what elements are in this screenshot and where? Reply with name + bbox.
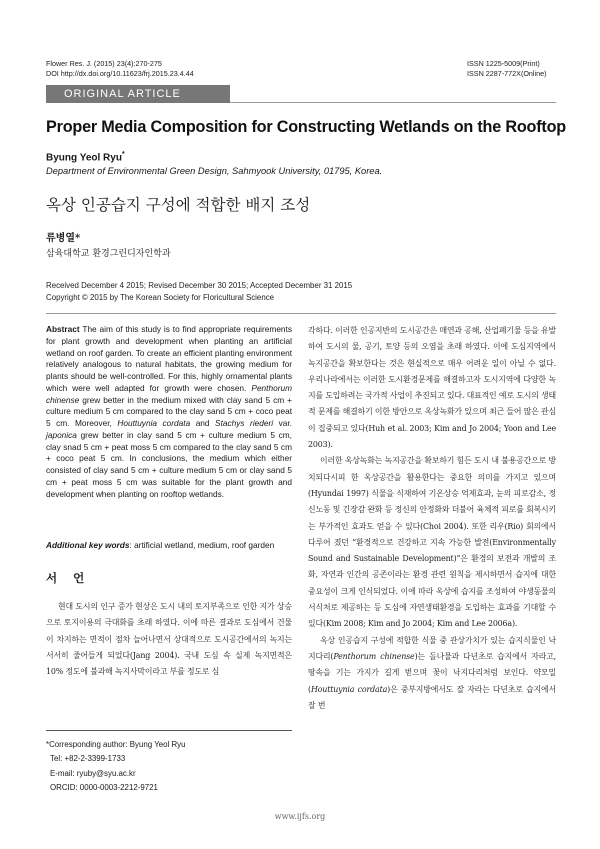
keywords-label: Additional key words [46, 540, 130, 550]
korean-author-text: 류병열 [46, 233, 75, 244]
section-heading-introduction: 서 언 [46, 571, 91, 585]
issn-online: ISSN 2287-772X(Online) [467, 69, 547, 78]
p3-text-c: )은 중부지방에서도 잘 자라는 다년초로 습지에서 잘 번 [308, 684, 556, 710]
species-houttuynia: Houttuynia cordata [117, 418, 191, 428]
article-type-banner [46, 85, 230, 103]
korean-corresponding-mark: * [74, 233, 81, 244]
abstract-label: Abstract [46, 324, 80, 334]
doi-link[interactable]: DOI http://dx.doi.org/10.11623/frj.2015.23.4.44 [46, 69, 194, 78]
issn-header [467, 59, 547, 79]
intro-left-column [46, 599, 292, 680]
korean-title: 옥상 인공습지 구성에 적합한 배지 조성 [46, 196, 311, 214]
abstract-text-3: and [190, 418, 216, 428]
intro-paragraph-2: 이러한 옥상녹화는 녹지공간을 확보하기 힘든 도시 내 불용공간으로 방치되다시피 한 옥상공간을 활용한다는 중요한 의미를 가지고 있으며(Hyundai 1997) 식물을 식재하여 기온상승 억제효과, 눈의 피로감소, 정신노동 및 긴장감 완화 등 정신의 안정화와 더불어 육체적 피로를 회복시키는 부가적인 효과도 얻을 수 있다(Choi 2004). 또한 리우(Rio) 회의에서 다루어 졌던 “환경적으로 건강하고 지속 가능한 발전(Environmentally Sound and Sustainable Development)”은 환경의 보전과 개발의 조화, 자연과 인간의 공존이라는 환경 관련 원칙을 제시하면서 습지에 대한 중요성이 크게 인식되었다. 이에 따라 옥상에 습지를 조성하여 야생동물의 서식처로 제공하는 등 도심에 자연생태환경을 도입하는 효과를 기대할 수 있다(Kim 2008; Kim and Jo 2004; Kim and Lee 2006a). [308, 456, 556, 629]
received-dates: Received December 4 2015; Revised December 30 2015; Accepted December 31 2015 [46, 281, 353, 290]
header-rule [230, 102, 556, 103]
author-name-text: Byung Yeol Ryu [46, 152, 122, 164]
p3-text-a: 옥상 인공습지 구성에 적합한 식물 중 관상가치가 있는 습지식물인 낙지다리( [308, 635, 556, 661]
dates-block [46, 280, 352, 304]
corresponding-footnote [46, 738, 186, 795]
species-stachys: Stachys riederi [215, 418, 274, 428]
paper-title: Proper Media Composition for Constructing Wetlands on the Rooftop [46, 118, 566, 136]
footnote-rule [46, 730, 292, 731]
intro-right-column [308, 323, 556, 714]
journal-website[interactable]: www.ijfs.org [274, 812, 326, 821]
p3-species-houttuynia: Houttuynia cordata [310, 684, 388, 694]
issn-print: ISSN 1225-5009(Print) [467, 59, 540, 68]
p3-text-b: )는 돌나물과 다년초로 습지에서 자라고, 땅속을 기는 가지가 길게 벋으며 꽃이 낙지다리처럼 보인다. 약모밀( [308, 651, 556, 694]
abstract-text-2: grew better in the medium mixed with clay sand 5 cm + culture medium 5 cm compared to the clay sand 5 cm + coco peat 5 cm. Moreover, [46, 394, 292, 428]
intro-paragraph-cont: 각하다. 이러한 인공지반의 도시공간은 매연과 공해, 산업폐기물 등을 유발하여 도시의 물, 공기, 토양 등의 오염을 초래 하였다. 이에 도심지역에서 녹지공간을 확보한다는 것은 현실적으로 매우 어려운 일이 아닐 수 없다. 우리나라에서는 이러한 도시환경문제를 해결하고자 도시지역에 다양한 녹지를 도입하려는 국가적 사업이 추진되고 있다. 대표적인 예로 도시의 생태적 문제를 해결하기 이한 방안으로 옥상녹화가 있으며 최근 들어 많은 관심이 집중되고 있다(Huh et al. 2003; Kim and Jo 2004; Yoon and Lee 2003). [308, 326, 556, 450]
abstract-text-4: var. [273, 418, 292, 428]
section-rule [46, 313, 556, 314]
abstract [46, 324, 292, 500]
author-name [46, 151, 125, 163]
journal-header [46, 59, 194, 79]
footnote-orcid: ORCID: 0000-0003-2212-9721 [50, 782, 158, 792]
article-type-label: ORIGINAL ARTICLE [64, 88, 181, 100]
species-japonica: japonica [46, 429, 77, 440]
intro-paragraph-3 [308, 633, 556, 714]
corresponding-mark: * [121, 151, 125, 158]
copyright-line: Copyright © 2015 by The Korean Society for Floricultural Science [46, 293, 275, 302]
keywords [46, 540, 296, 550]
footnote-tel: Tel: +82-2-3399-1733 [50, 754, 126, 764]
abstract-text-5: grew better in clay sand 5 cm + culture medium 5 cm, clay snad 5 cm + peat moss 5 cm compared to the clay sand 5 cm + coco peat 5 cm. In conclusions, the medium which either consisted of clay sand 5 cm + culture medium 5 cm or clay sand 5 cm + peat moss 5 cm was suitable for the plant growth and development when planting on rooftop wetlands. [46, 429, 292, 499]
author-affiliation: Department of Environmental Green Design, Sahmyook University, 01795, Korea. [46, 166, 383, 176]
korean-author [46, 229, 80, 244]
footnote-email[interactable]: E-mail: ryuby@syu.ac.kr [50, 768, 136, 778]
journal-citation: Flower Res. J. (2015) 23(4):270-275 [46, 59, 162, 68]
corresponding-author: *Corresponding author: Byung Yeol Ryu [46, 740, 186, 749]
intro-paragraph-1: 현대 도시의 인구 증가 현상은 도시 내의 토지부족으로 인한 지가 상승으로 토지이용의 극대화를 초래 하였다. 이에 따른 결과로 도심에서 건물이 차지하는 면적이 점차 늘어나면서 상대적으로 도시공간에서의 녹지는 서서히 줄어들게 되었다(Jang 2004). 국내 도심 속 실제 녹지면적은 10% 정도에 불과해 녹지사막이라고 부를 정도로 심 [46, 602, 292, 677]
keywords-text: : artificial wetland, medium, roof garden [129, 540, 275, 550]
korean-affiliation: 삼육대학교 환경그린디자인학과 [46, 249, 171, 259]
p3-species-penthorum: Penthorum chinense [333, 651, 415, 661]
abstract-text-1: The aim of this study is to find appropriate requirements for plant growth and development when planting an artificial wetland on roof garden. To create an efficient planting environment relatively analogous to natural habitats, the growing medium for plants should be well-controlled. For this, highly ornamental plants which were well adapted for growth were chosen. [46, 324, 292, 393]
species-penthorum: Penthorum chinense [46, 382, 292, 405]
